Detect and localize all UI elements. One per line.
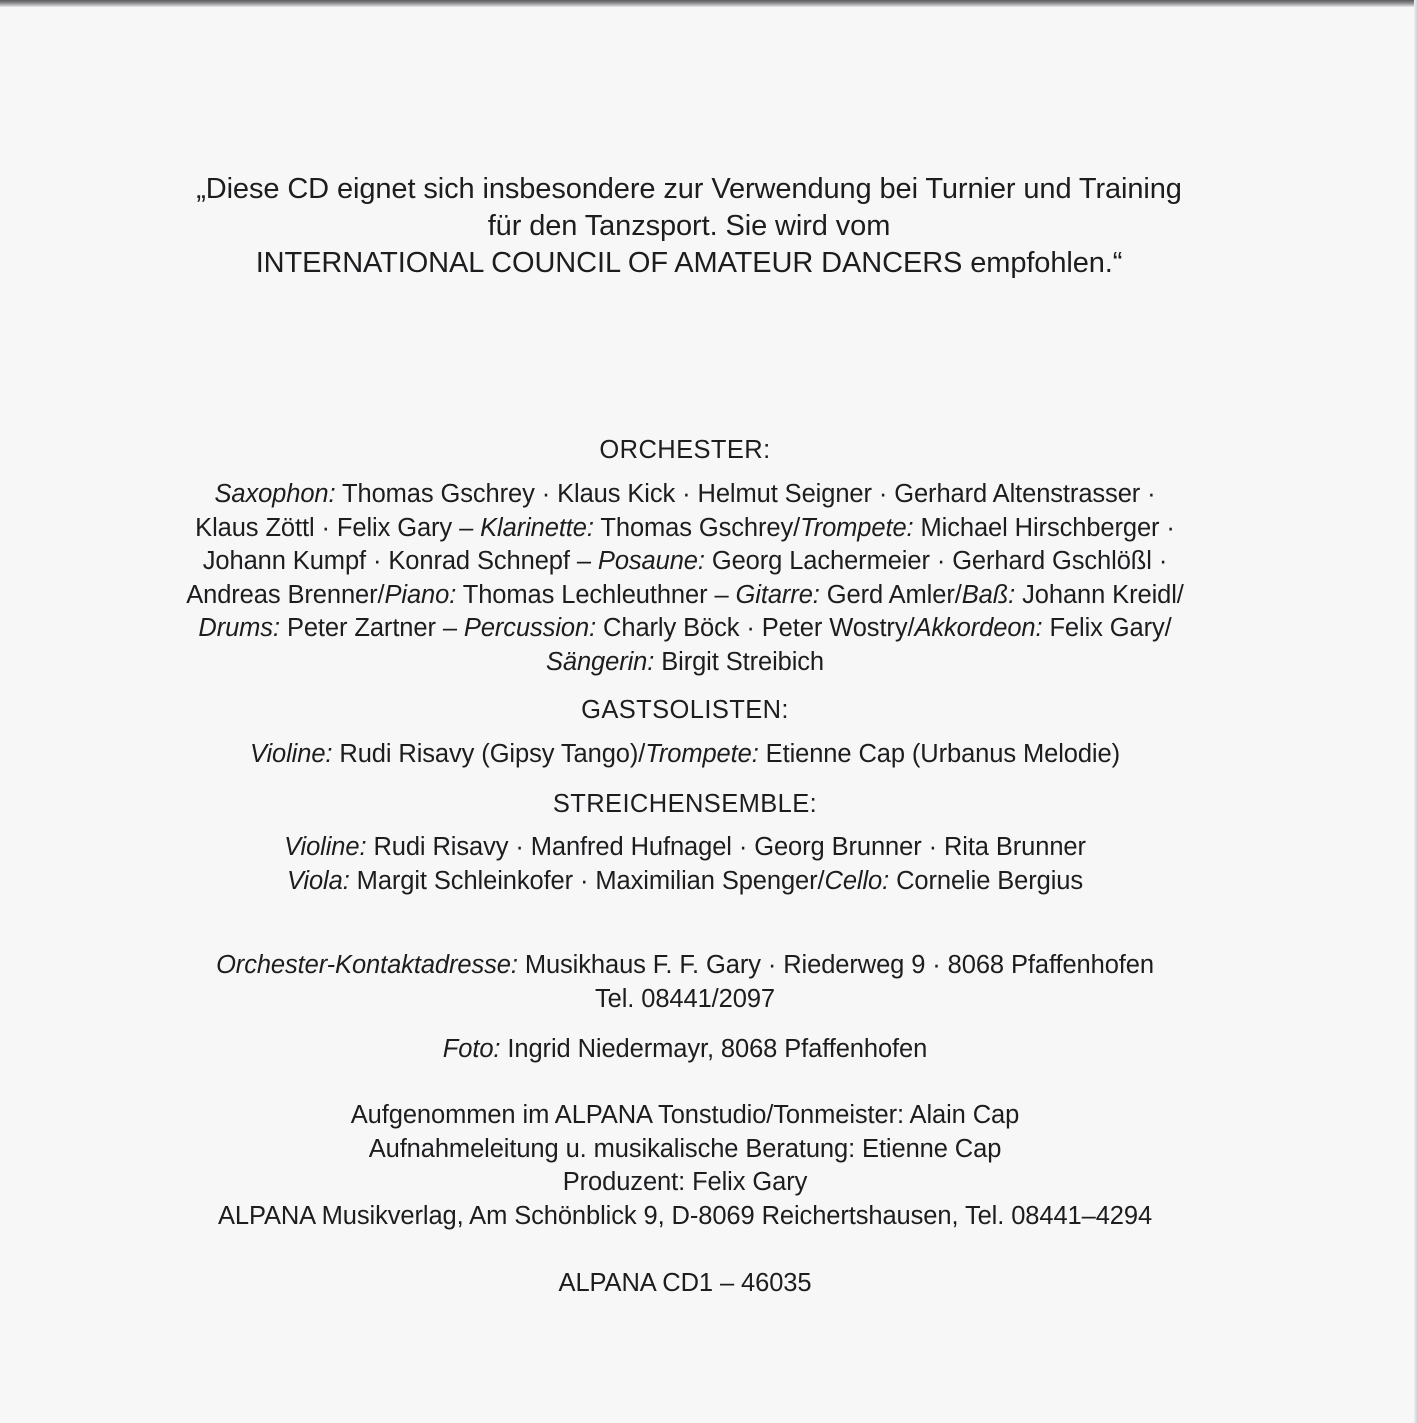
- role-label: Klarinette:: [480, 513, 594, 542]
- names-text: Thomas Gschrey/: [593, 513, 801, 542]
- quote-line-3: INTERNATIONAL COUNCIL OF AMATEUR DANCERS empfohlen.“: [255, 247, 1123, 279]
- names-text: Margit Schleinkofer · Maximilian Spenger/: [349, 866, 825, 895]
- names-text: Musikhaus F. F. Gary · Riederweg 9 · 8068 Pfaffenhofen: [517, 951, 1154, 979]
- role-label: Percussion:: [463, 614, 597, 642]
- names-text: Rudi Risavy (Gipsy Tango)/: [332, 740, 646, 768]
- text-line: [0, 612, 1370, 646]
- gastsolisten-heading: GASTSOLISTEN:: [581, 696, 789, 724]
- text-line: [0, 865, 1370, 899]
- quote-line-2: für den Tanzsport. Sie wird vom: [487, 210, 891, 242]
- names-text: Johann Kreidl/: [1015, 580, 1184, 609]
- role-label: Foto:: [442, 1035, 501, 1063]
- text-line: [0, 545, 1370, 579]
- names-text: Cornelie Bergius: [889, 866, 1084, 895]
- names-text: Klaus Zöttl · Felix Gary –: [195, 513, 481, 542]
- role-label: Posaune:: [597, 547, 705, 575]
- names-text: Johann Kumpf · Konrad Schnepf –: [202, 547, 598, 575]
- text-line: [0, 579, 1370, 613]
- streichensemble-members: [0, 831, 1370, 898]
- names-text: Etienne Cap (Urbanus Melodie): [758, 740, 1120, 768]
- names-text: Rudi Risavy · Manfred Hufnagel · Georg Brunner · Rita Brunner: [366, 833, 1086, 861]
- text-line: [0, 831, 1370, 865]
- role-label: Trompete:: [800, 513, 914, 542]
- text-line: [0, 512, 1370, 546]
- role-label: Saxophon:: [214, 480, 336, 508]
- role-label: Violine:: [284, 833, 367, 861]
- credit-line-recording: Aufgenommen im ALPANA Tonstudio/Tonmeister: Alain Cap: [350, 1101, 1020, 1129]
- names-text: Thomas Gschrey · Klaus Kick · Helmut Seigner · Gerhard Altenstrasser ·: [335, 480, 1156, 508]
- orchester-members: [0, 478, 1370, 679]
- names-text: Georg Lachermeier · Gerhard Gschlößl ·: [704, 547, 1168, 575]
- credit-line-publisher: ALPANA Musikverlag, Am Schönblick 9, D-8069 Reichertshausen, Tel. 08441–4294: [217, 1201, 1153, 1230]
- names-text: Charly Böck · Peter Wostry/: [596, 614, 915, 642]
- credit-line-direction: Aufnahmeleitung u. musikalische Beratung: Etienne Cap: [368, 1134, 1002, 1163]
- quote-line-1: „Diese CD eignet sich insbesondere zur Verwendung bei Turnier und Training: [196, 173, 1182, 205]
- photo-credit: [0, 1033, 1370, 1067]
- contact-address: [0, 949, 1370, 1016]
- top-shadow-edge: [0, 0, 1418, 7]
- text-line: [0, 478, 1370, 512]
- gastsolisten-members: [0, 738, 1370, 772]
- text-line: [0, 983, 1370, 1017]
- role-label: Piano:: [384, 580, 457, 609]
- role-label: Viola:: [286, 866, 350, 895]
- role-label: Drums:: [198, 614, 280, 642]
- role-label: Akkordeon:: [914, 614, 1043, 642]
- orchester-heading: ORCHESTER:: [599, 436, 771, 464]
- role-label: Violine:: [250, 740, 333, 768]
- names-text: Michael Hirschberger ·: [913, 513, 1175, 542]
- text-line: [0, 949, 1370, 983]
- names-text: Felix Gary/: [1042, 614, 1172, 642]
- role-label: Trompete:: [645, 740, 759, 768]
- role-label: Baß:: [961, 580, 1016, 609]
- role-label: Orchester-Kontaktadresse:: [216, 951, 518, 979]
- names-text: Ingrid Niedermayr, 8068 Pfaffenhofen: [500, 1035, 928, 1063]
- text-line: [0, 1033, 1370, 1067]
- catalog-number: ALPANA CD1 – 46035: [558, 1269, 812, 1297]
- text-line: [0, 738, 1370, 772]
- text-line: [0, 646, 1370, 680]
- streichensemble-heading: STREICHENSEMBLE:: [552, 790, 818, 818]
- names-text: Gerd Amler/: [819, 580, 962, 609]
- right-shadow-edge: [1414, 0, 1418, 1423]
- role-label: Gitarre:: [735, 580, 820, 609]
- role-label: Sängerin:: [545, 647, 655, 676]
- role-label: Cello:: [824, 866, 890, 895]
- credit-line-producer: Produzent: Felix Gary: [562, 1168, 808, 1196]
- names-text: Andreas Brenner/: [186, 580, 385, 609]
- names-text: Thomas Lechleuthner –: [456, 580, 736, 609]
- names-text: Peter Zartner –: [279, 614, 464, 642]
- names-text: Tel. 08441/2097: [595, 984, 775, 1013]
- recommendation-quote: [0, 171, 1378, 282]
- names-text: Birgit Streibich: [654, 647, 825, 676]
- production-credits: [0, 1099, 1370, 1233]
